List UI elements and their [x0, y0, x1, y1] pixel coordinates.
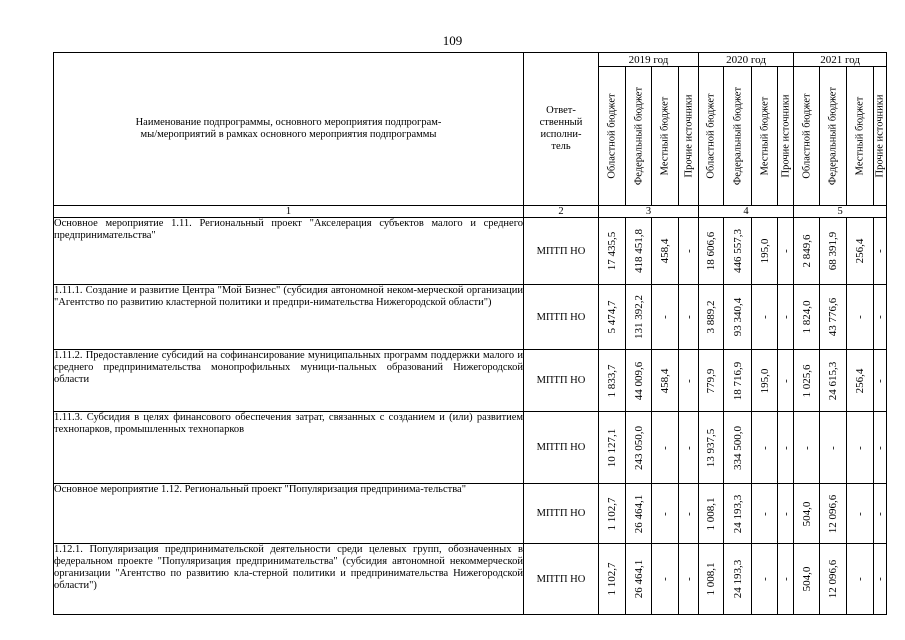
- row-name: 1.12.1. Популяризация предпринимательской деятельности среди целевых групп, обозначенных в федеральном проекте "Популяризация предпринимательства" (субсидия автономной некоммерческой организации "Агентство по развитию кла-стерной политики и предпринимательства Нижегородской области"): [54, 544, 524, 615]
- table-row: [54, 218, 887, 285]
- table-row: [54, 544, 887, 615]
- value-cell: -: [778, 285, 794, 350]
- value-cell: -: [778, 412, 794, 484]
- column-number: 2: [524, 206, 599, 218]
- value-cell: 13 937,5: [699, 412, 724, 484]
- page-number: 109: [442, 33, 463, 48]
- value-cell: -: [874, 285, 887, 350]
- header-executor-line-1: Ответ-: [546, 105, 576, 116]
- source-header-regional: Областной бюджет: [599, 67, 626, 206]
- row-name: 1.11.3. Субсидия в целях финансового обеспечения затрат, связанных с созданием и (или) развитием технопарков, промышленных технопарков: [54, 412, 524, 484]
- value-cell: 458,4: [652, 350, 679, 412]
- budget-table: [53, 52, 887, 615]
- header-executor-line-3: исполни-: [540, 129, 582, 140]
- value-cell: -: [778, 218, 794, 285]
- value-cell: 10 127,1: [599, 412, 626, 484]
- value-cell: -: [778, 544, 794, 615]
- value-cell: 256,4: [847, 218, 874, 285]
- value-cell: -: [652, 285, 679, 350]
- value-cell: 18 716,9: [724, 350, 752, 412]
- header-executor-cell: [524, 53, 599, 206]
- value-cell: -: [794, 412, 820, 484]
- value-cell: -: [652, 412, 679, 484]
- row-name: Основное мероприятие 1.11. Региональный проект "Акселерация субъектов малого и среднего предпринимательства": [54, 218, 524, 285]
- value-cell: 12 096,6: [820, 484, 847, 544]
- value-cell: 131 392,2: [626, 285, 652, 350]
- column-number: 5: [794, 206, 887, 218]
- value-cell: -: [847, 484, 874, 544]
- value-cell: -: [679, 412, 699, 484]
- table-row: [54, 484, 887, 544]
- value-cell: -: [679, 484, 699, 544]
- column-number: 4: [699, 206, 794, 218]
- source-header-federal: Федеральный бюджет: [724, 67, 752, 206]
- year-2019-header: 2019 год: [599, 53, 699, 67]
- year-2021-header: 2021 год: [794, 53, 887, 67]
- source-header-regional: Областной бюджет: [794, 67, 820, 206]
- value-cell: -: [874, 412, 887, 484]
- value-cell: 243 050,0: [626, 412, 652, 484]
- source-header-other: Прочие источники: [874, 67, 887, 206]
- value-cell: 195,0: [752, 218, 778, 285]
- row-executor: МПТП НО: [524, 350, 599, 412]
- value-cell: -: [652, 544, 679, 615]
- value-cell: -: [679, 544, 699, 615]
- value-cell: 1 102,7: [599, 544, 626, 615]
- value-cell: -: [847, 544, 874, 615]
- value-cell: 3 889,2: [699, 285, 724, 350]
- value-cell: 195,0: [752, 350, 778, 412]
- row-name: Основное мероприятие 1.12. Региональный проект "Популяризация предпринима-тельства": [54, 484, 524, 544]
- value-cell: -: [679, 285, 699, 350]
- value-cell: 1 025,6: [794, 350, 820, 412]
- value-cell: 1 008,1: [699, 544, 724, 615]
- value-cell: 1 824,0: [794, 285, 820, 350]
- table-row: [54, 350, 887, 412]
- source-header-other: Прочие источники: [778, 67, 794, 206]
- value-cell: 24 615,3: [820, 350, 847, 412]
- value-cell: 418 451,8: [626, 218, 652, 285]
- value-cell: 17 435,5: [599, 218, 626, 285]
- row-executor: МПТП НО: [524, 285, 599, 350]
- value-cell: -: [778, 350, 794, 412]
- value-cell: 1 833,7: [599, 350, 626, 412]
- value-cell: 504,0: [794, 544, 820, 615]
- value-cell: -: [752, 285, 778, 350]
- value-cell: -: [820, 412, 847, 484]
- value-cell: -: [847, 285, 874, 350]
- source-header-other: Прочие источники: [679, 67, 699, 206]
- value-cell: -: [679, 350, 699, 412]
- value-cell: 18 606,6: [699, 218, 724, 285]
- value-cell: -: [778, 484, 794, 544]
- value-cell: -: [847, 412, 874, 484]
- value-cell: 256,4: [847, 350, 874, 412]
- value-cell: 334 500,0: [724, 412, 752, 484]
- value-cell: 43 776,6: [820, 285, 847, 350]
- value-cell: -: [752, 412, 778, 484]
- value-cell: 458,4: [652, 218, 679, 285]
- value-cell: 26 464,1: [626, 544, 652, 615]
- header-executor-line-2: ственный: [539, 117, 583, 128]
- year-2020-header: 2020 год: [699, 53, 794, 67]
- source-header-local: Местный бюджет: [847, 67, 874, 206]
- value-cell: 504,0: [794, 484, 820, 544]
- column-number: 3: [599, 206, 699, 218]
- value-cell: -: [752, 544, 778, 615]
- value-cell: -: [752, 484, 778, 544]
- value-cell: 5 474,7: [599, 285, 626, 350]
- table-header: [54, 53, 887, 218]
- value-cell: -: [874, 484, 887, 544]
- value-cell: 1 008,1: [699, 484, 724, 544]
- value-cell: 1 102,7: [599, 484, 626, 544]
- column-number: 1: [54, 206, 524, 218]
- value-cell: 44 009,6: [626, 350, 652, 412]
- table-row: [54, 412, 887, 484]
- header-name-line-2: мы/мероприятий в рамках основного мероприятия подпрограммы: [140, 129, 437, 140]
- header-name-cell: [54, 53, 524, 206]
- source-header-federal: Федеральный бюджет: [820, 67, 847, 206]
- header-name-line-1: Наименование подпрограммы, основного мероприятия подпрограм-: [135, 117, 442, 128]
- value-cell: 68 391,9: [820, 218, 847, 285]
- value-cell: 2 849,6: [794, 218, 820, 285]
- value-cell: 24 193,3: [724, 484, 752, 544]
- row-name: 1.11.1. Создание и развитие Центра "Мой Бизнес" (субсидия автономной неком-мерческой организации "Агентство по развитию кластерной политики и предпри-нимательства Нижегородской области"): [54, 285, 524, 350]
- header-executor-line-4: тель: [551, 141, 571, 152]
- value-cell: -: [874, 218, 887, 285]
- source-header-regional: Областной бюджет: [699, 67, 724, 206]
- source-header-federal: Федеральный бюджет: [626, 67, 652, 206]
- table-row: [54, 285, 887, 350]
- value-cell: 446 557,3: [724, 218, 752, 285]
- value-cell: 12 096,6: [820, 544, 847, 615]
- value-cell: -: [679, 218, 699, 285]
- value-cell: 26 464,1: [626, 484, 652, 544]
- value-cell: 24 193,3: [724, 544, 752, 615]
- value-cell: -: [652, 484, 679, 544]
- row-executor: МПТП НО: [524, 412, 599, 484]
- value-cell: 93 340,4: [724, 285, 752, 350]
- source-header-local: Местный бюджет: [752, 67, 778, 206]
- table-body: [54, 218, 887, 615]
- row-executor: МПТП НО: [524, 484, 599, 544]
- row-executor: МПТП НО: [524, 544, 599, 615]
- row-name: 1.11.2. Предоставление субсидий на софинансирование муниципальных программ поддержки малого и среднего предпринимательства монопрофильных муници-пальных образований Нижегородской области: [54, 350, 524, 412]
- source-header-local: Местный бюджет: [652, 67, 679, 206]
- value-cell: 779,9: [699, 350, 724, 412]
- value-cell: -: [874, 544, 887, 615]
- value-cell: -: [874, 350, 887, 412]
- row-executor: МПТП НО: [524, 218, 599, 285]
